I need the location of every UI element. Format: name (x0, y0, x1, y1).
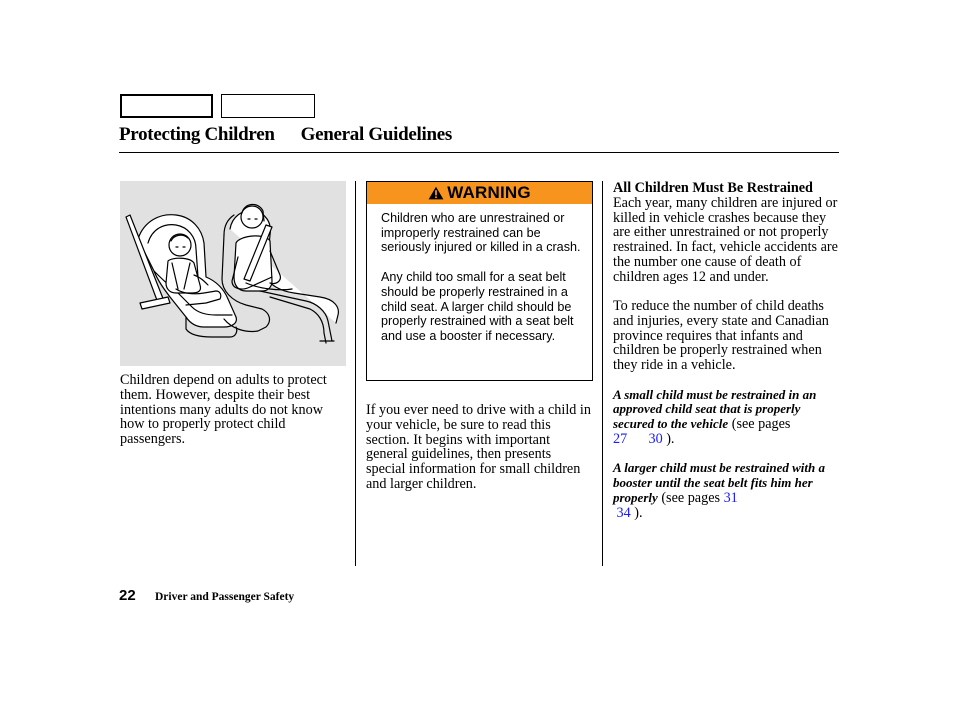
child-seat-illustration (120, 181, 346, 366)
page-link-34[interactable]: 34 (616, 504, 631, 521)
warning-box (366, 181, 593, 381)
column-divider-2 (602, 181, 603, 566)
title-left: Protecting Children (119, 124, 275, 145)
small-child-paragraph (613, 388, 841, 447)
intro-paragraph: Children depend on adults to protect them. However, despite their best intentions many adults do not know how to properly protect child passengers. (120, 372, 327, 448)
title-rule (119, 152, 839, 153)
small-child-rule: A small child must be restrained in an approved child seat that is properly secured to the vehicle (613, 386, 817, 432)
title-right: General Guidelines (300, 124, 452, 145)
warning-label: WARNING (447, 183, 531, 202)
section-heading: All Children Must Be Restrained (613, 180, 813, 196)
header-tab-box-2 (221, 94, 315, 118)
page-number: 22 (119, 587, 136, 604)
page-link-27[interactable]: 27 (613, 430, 628, 447)
restraint-paragraph-2: To reduce the number of child deaths and injuries, every state and Canadian province requires that infants and children be properly restrained when they ride in a vehicle. (613, 298, 829, 374)
larger-child-rule: A larger child must be restrained with a booster until the seat belt fits him her properly (613, 460, 826, 505)
small-child-pages-post: ). (662, 430, 675, 447)
larger-child-pages-post: ). (630, 504, 643, 521)
small-child-pages-pre: (see pages (728, 416, 791, 433)
page-link-31[interactable]: 31 (723, 489, 738, 506)
page-title (119, 124, 452, 146)
larger-child-pages-pre: (see pages (657, 489, 724, 506)
warning-paragraph-1: Children who are unrestrained or improperly restrained can be seriously injured or killed in a crash. (381, 211, 581, 255)
larger-child-paragraph (613, 461, 841, 520)
header-tab-box-1 (120, 94, 213, 118)
restraint-paragraph-1: Each year, many children are injured or killed in vehicle crashes because they are either unrestrained or not properly restrained. In fact, vehicle accidents are the number one cause of death of children ages 12 and under. (613, 194, 838, 285)
section-name: Driver and Passenger Safety (155, 591, 295, 603)
restraint-column (613, 181, 841, 535)
warning-paragraph-2: Any child too small for a seat belt should be properly restrained in a child seat. A larger child should be properly restrained with a seat belt and use a booster if necessary. (381, 270, 574, 343)
warning-header (367, 182, 592, 204)
column-divider-1 (355, 181, 356, 566)
warning-triangle-icon (428, 186, 444, 200)
page-link-30[interactable]: 30 (648, 430, 663, 447)
read-section-paragraph: If you ever need to drive with a child in your vehicle, be sure to read this section. It begins with important general guidelines, then presents special information for small children and larger children. (366, 402, 591, 492)
